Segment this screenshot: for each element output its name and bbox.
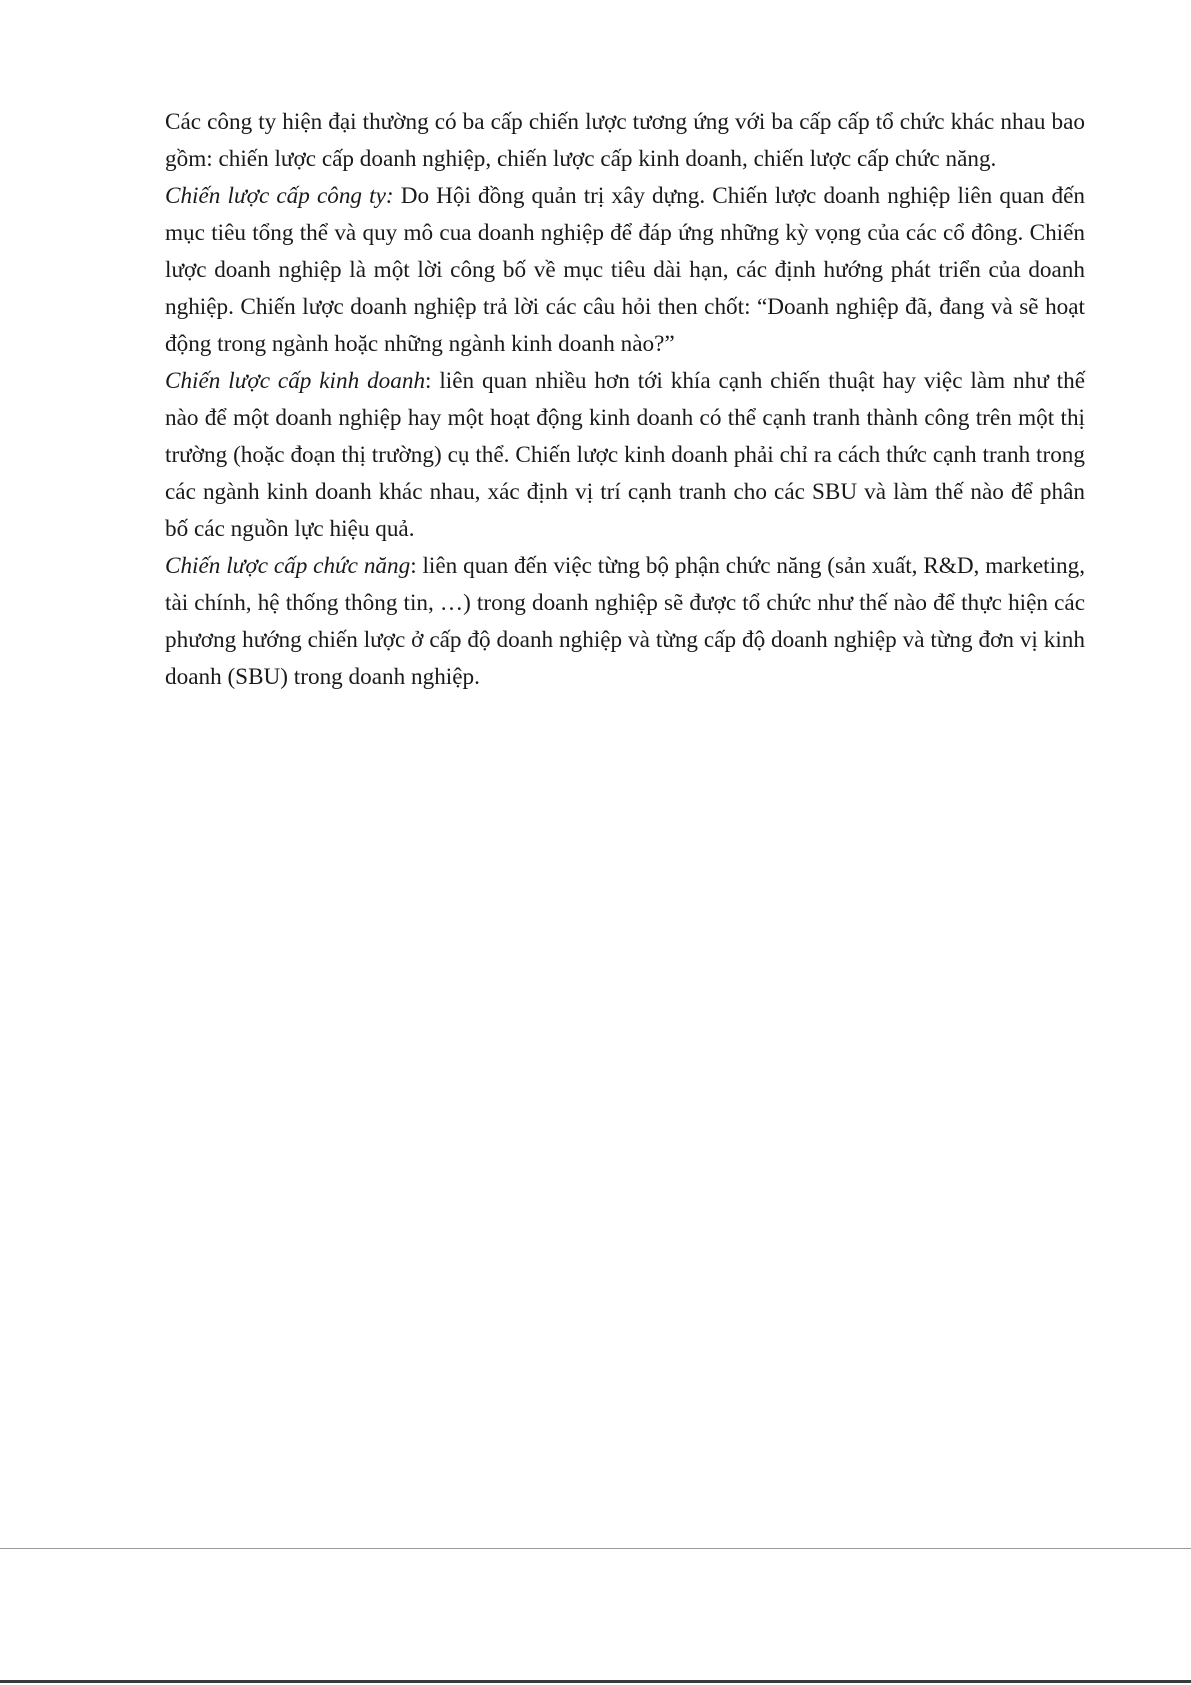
paragraph-text: Các công ty hiện đại thường có ba cấp chiến lược tương ứng với ba cấp cấp tổ chức khác nhau bao gồm: chiến lược cấp doanh nghiệp, chiến lược cấp kinh doanh, chiến lược cấp chức năng. [165, 109, 1085, 172]
paragraph-intro [165, 104, 1085, 178]
paragraph-lead-business: Chiến lược cấp kinh doanh [165, 368, 426, 394]
footer-divider [0, 1548, 1191, 1549]
document-body [165, 104, 1085, 696]
paragraph-text: Do Hội đồng quản trị xây dựng. Chiến lược doanh nghiệp liên quan đến mục tiêu tổng thể và quy mô cua doanh nghiệp để đáp ứng những kỳ vọng của các cổ đông. Chiến lược doanh nghiệp là một lời công bố về mục tiêu dài hạn, các định hướng phát triển của doanh nghiệp. Chiến lược doanh nghiệp trả lời các câu hỏi then chốt: “Doanh nghiệp đã, đang và sẽ hoạt động trong ngành hoặc những ngành kinh doanh nào?” [165, 183, 1085, 357]
paragraph-lead-functional: Chiến lược cấp chức năng [165, 553, 411, 579]
paragraph-text: : liên quan đến việc từng bộ phận chức năng (sản xuất, R&D, marketing, tài chính, hệ thống thông tin, …) trong doanh nghiệp sẽ được tổ chức như thế nào để thực hiện các phương hướng chiến lược ở cấp độ doanh nghiệp và từng cấp độ doanh nghiệp và từng đơn vị kinh doanh (SBU) trong doanh nghiệp. [165, 553, 1086, 690]
paragraph-text: : liên quan nhiều hơn tới khía cạnh chiến thuật hay việc làm như thế nào để một doanh nghiệp hay một hoạt động kinh doanh có thể cạnh tranh thành công trên một thị trường (hoặc đoạn thị trường) cụ thể. Chiến lược kinh doanh phải chỉ ra cách thức cạnh tranh trong các ngành kinh doanh khác nhau, xác định vị trí cạnh tranh cho các SBU và làm thế nào để phân bố các nguồn lực hiệu quả. [165, 368, 1085, 542]
paragraph-lead-corporate: Chiến lược cấp công ty: [165, 183, 394, 209]
paragraph-corporate-strategy [165, 178, 1085, 363]
page-bottom-edge [0, 1680, 1191, 1683]
paragraph-business-strategy [165, 363, 1085, 548]
paragraph-functional-strategy [165, 548, 1085, 696]
